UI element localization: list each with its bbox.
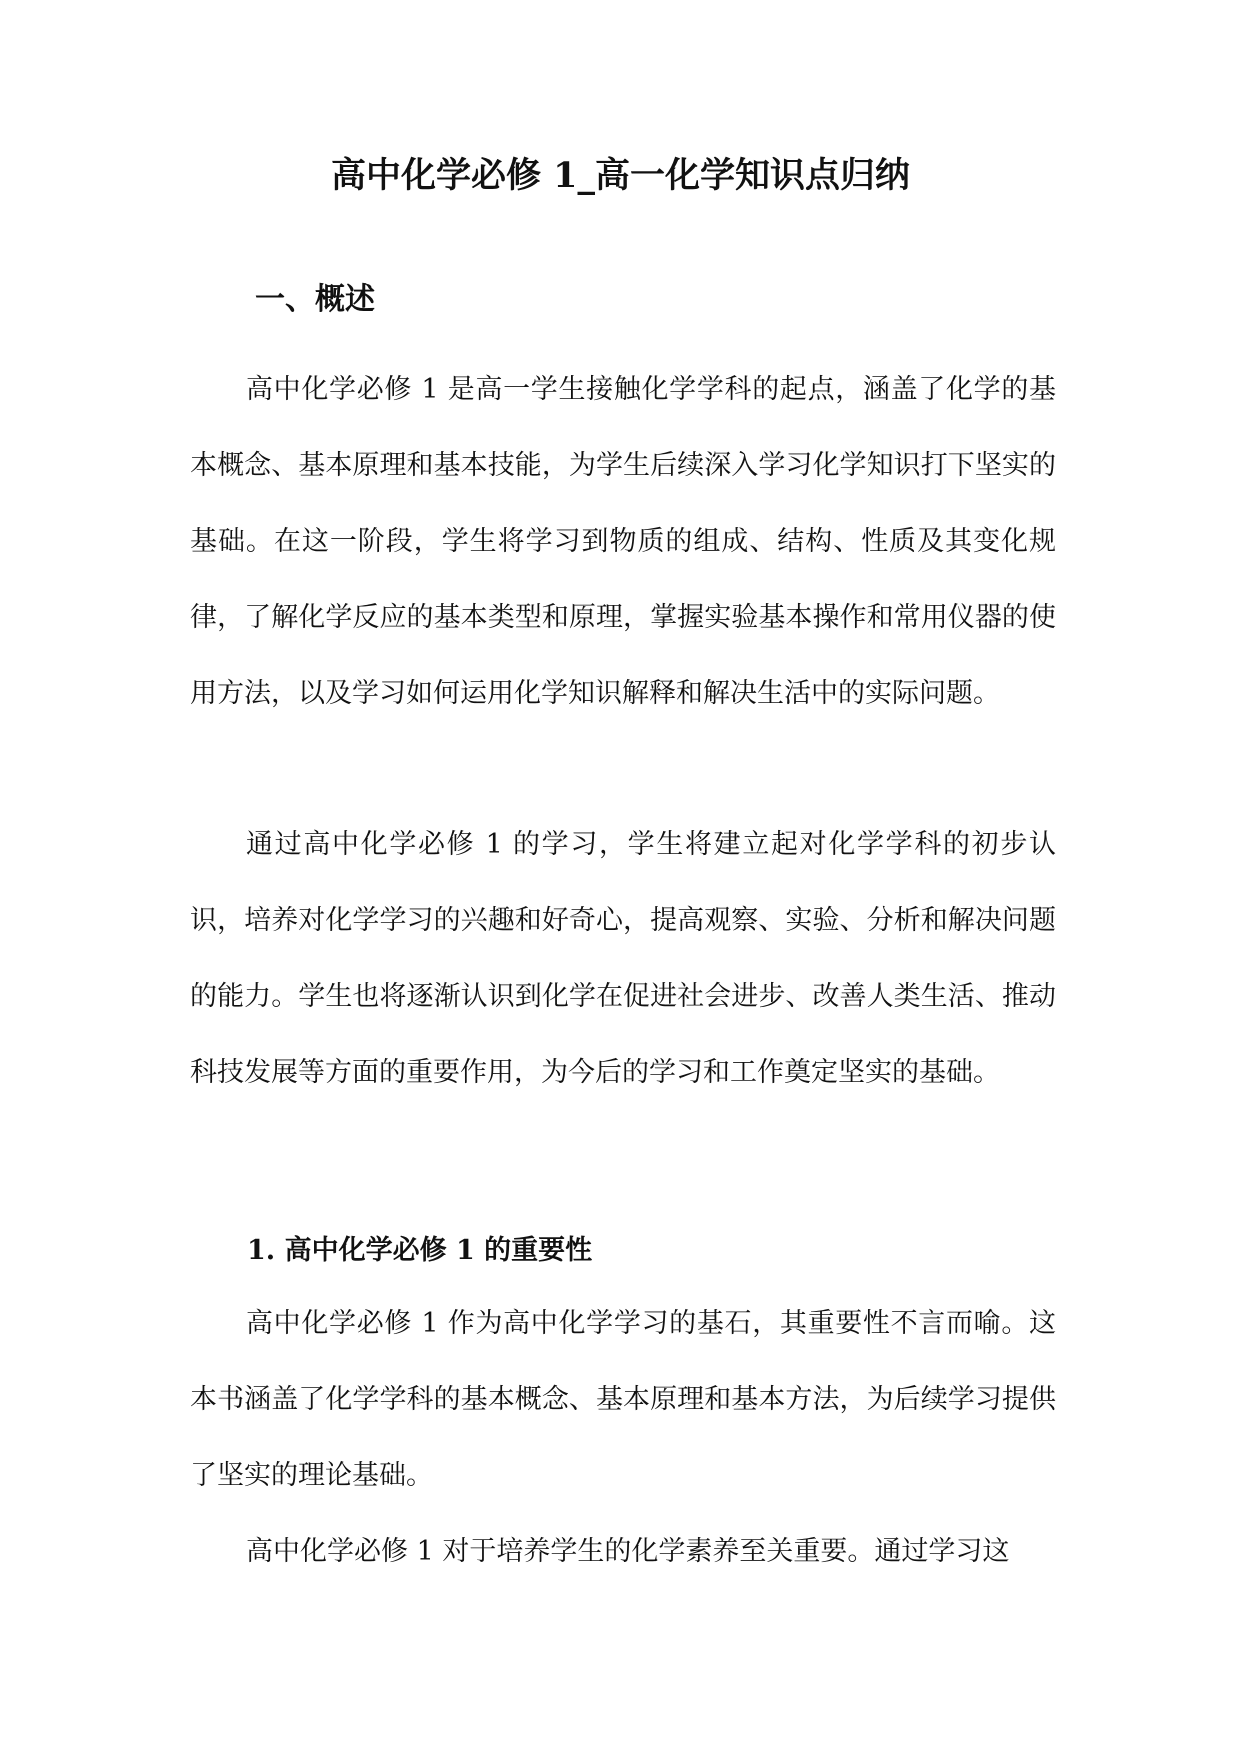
paragraph-importance-1: 高中化学必修 1 作为高中化学学习的基石，其重要性不言而喻。这本书涵盖了化学学科的基本概念、基本原理和基本方法，为后续学习提供了坚实的理论基础。 [190,1308,1056,1491]
section-heading-overview: 一、概述 [255,282,375,317]
document-title: 高中化学必修 1_高一化学知识点归纳 [330,155,911,196]
paragraph-overview-1: 高中化学必修 1 是高一学生接触化学学科的起点，涵盖了化学的基本概念、基本原理和基本技能，为学生后续深入学习化学知识打下坚实的基础。在这一阶段，学生将学习到物质的组成、结构、性质及其变化规律，了解化学反应的基本类型和原理，掌握实验基本操作和常用仪器的使用方法，以及学习如何运用化学知识解释和解决生活中的实际问题。 [190,374,1056,709]
subsection-heading-importance: 1. 高中化学必修 1 的重要性 [247,1235,593,1266]
paragraph-importance-2: 高中化学必修 1 对于培养学生的化学素养至关重要。通过学习这 [246,1536,1010,1567]
paragraph-overview-2: 通过高中化学必修 1 的学习，学生将建立起对化学学科的初步认识，培养对化学学习的兴趣和好奇心，提高观察、实验、分析和解决问题的能力。学生也将逐渐认识到化学在促进社会进步、改善人类生活、推动科技发展等方面的重要作用，为今后的学习和工作奠定坚实的基础。 [190,829,1056,1088]
